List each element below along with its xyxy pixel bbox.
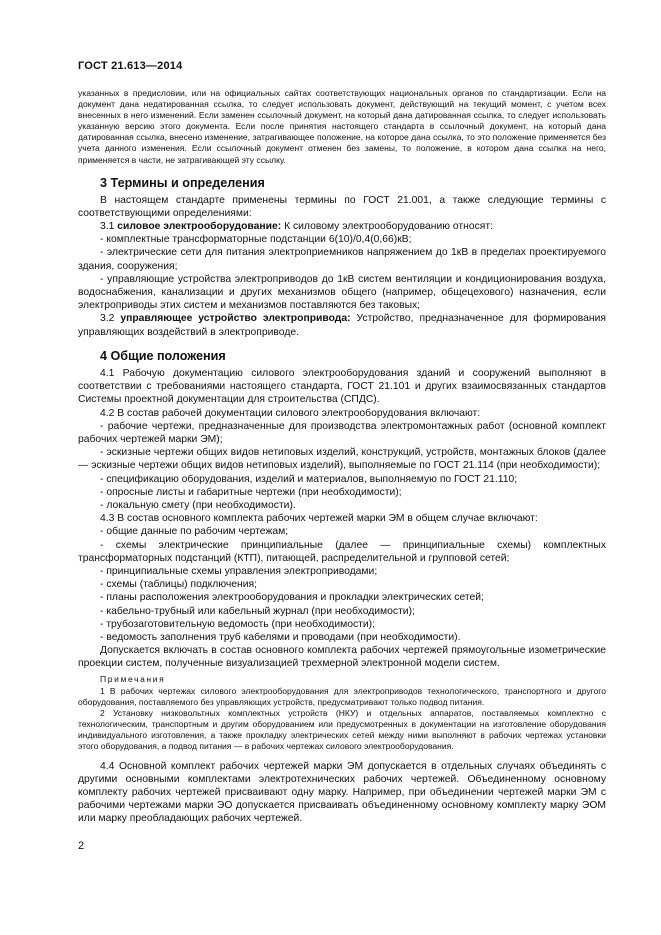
term-3-2-number: 3.2 — [100, 313, 115, 325]
paragraph-4-4: 4.4 Основной комплект рабочих чертежей марки ЭМ допускается в отдельных случаях объединять с другими основными комплектами электротехнических рабочих чертежей. Объединенному основному комплекту рабочих чертежей присваивают одну марку. Например, при объединении чертежей марки ЭМ с рабочими чертежами марки ЭО допускается присваивать объединенному основному комплекту марку ЭОМ или марку преобладающих рабочих чертежей. — [78, 760, 606, 825]
list-item: - управляющие устройства электроприводов до 1кВ систем вентиляции и кондиционирования воздуха, водоснабжения, канализации и других механизмов общего (например, общецехового) назначения, если электроприводы этих систем и механизмов поставляются без таковых; — [78, 273, 606, 312]
list-item: - ведомость заполнения труб кабелями и проводами (при необходимости). — [100, 631, 461, 643]
list-item: - схемы (таблицы) подключения; — [100, 579, 257, 591]
term-3-2 — [78, 312, 606, 338]
section-4-title: 4 Общие положения — [100, 348, 226, 363]
term-3-1-number: 3.1 — [100, 221, 115, 233]
document-header: ГОСТ 21.613—2014 — [78, 60, 183, 72]
term-3-2-definition: Устройство, предназначенное для формирования управляющих воздействий в электроприводе. — [78, 313, 607, 338]
list-item: - планы расположения электрооборудования и прокладки электрических сетей; — [100, 592, 484, 604]
paragraph-4-3: 4.3 В состав основного комплекта рабочих чертежей марки ЭМ в общем случае включают: — [100, 513, 538, 525]
paragraph-4-3-allowance: Допускается включать в состав основного комплекта рабочих чертежей прямоугольные изометрические проекции систем, полученные визуализацией трехмерной электронной модели систем. — [78, 645, 606, 670]
list-item: - кабельно-трубный или кабельный журнал (при необходимости); — [100, 605, 415, 617]
page-content — [78, 88, 606, 826]
list-item: - общие данные по рабочим чертежам; — [100, 526, 289, 538]
page-number: 2 — [78, 840, 85, 852]
list-item: - спецификацию оборудования, изделий и материалов, выполняемую по ГОСТ 21.110; — [100, 473, 518, 485]
list-item: - эскизные чертежи общих видов нетиповых изделий, конструкций, устройств, монтажных блоков (далее — эскизные чертежи общих видов нетиповых изделий), выполняемые по ГОСТ 21.114 (при необходимости); — [78, 447, 606, 472]
term-3-1-definition: К силовому электрооборудованию относят: — [284, 221, 493, 233]
notes-title: Примечания — [100, 673, 166, 684]
note-1: 1 В рабочих чертежах силового электрооборудования для электроприводов технологического, транспортного и другого оборудования, поставляемого без управляющих устройств, предусматривают только подвод питания. — [78, 685, 606, 708]
list-item: - электрические сети для питания электроприемников напряжением до 1кВ в пределах проектируемого здания, сооружения; — [78, 247, 606, 272]
list-item: - опросные листы и габаритные чертежи (при необходимости); — [100, 486, 402, 498]
term-3-1 — [78, 220, 606, 233]
list-item: - локальную смету (при необходимости). — [100, 499, 296, 511]
list-item: - рабочие чертежи, предназначенные для производства электромонтажных работ (основной комплект рабочих чертежей марки ЭМ); — [78, 420, 606, 445]
list-item: - комплектные трансформаторные подстанции 6(10)/0,4(0,66)кВ; — [100, 234, 412, 246]
section-3-lead: В настоящем стандарте применены термины по ГОСТ 21.001, а также следующие термины с соответствующими определениями: — [78, 194, 606, 219]
intro-paragraph: указанных в предисловии, или на официальных сайтах соответствующих национальных органов по стандартизации. Если на документ дана недатированная ссылка, то следует использовать документ, действующий на текущий момент, с учетом всех внесенных в него изменений. Если заменен ссылочный документ, на который дана датированная ссылка, то следует использовать указанную версию этого документа. Если после принятия настоящего стандарта в ссылочный документ, на который дана датированная ссылка, внесено изменение, затрагивающее положение, на которое дана ссылка, то это положение применяется без учета данного изменения. Если ссылочный документ отменен без замены, то положение, в котором дана ссылка на него, применяется в части, не затрагивающей эту ссылку. — [78, 88, 606, 165]
section-3-title: 3 Термины и определения — [100, 175, 265, 190]
list-item: - трубозаготовительную ведомость (при необходимости); — [100, 618, 375, 630]
spacer — [78, 753, 606, 760]
list-item: - схемы электрические принципиальные (далее — принципиальные схемы) комплектных трансформаторных подстанций (КТП), питающей, распределительной и групповой сетей; — [78, 539, 606, 564]
note-2: 2 Установку низковольтных комплектных устройств (НКУ) и отдельных аппаратов, поставляемых комплектно с технологическим, транспортным и другим оборудованием или предусмотренных в документации на изготовление оборудования индивидуального изготовления, а также прокладку электрических сетей между ними выполняют в рабочих чертежах установки этого оборудования, а подвод питания — в рабочих чертежах силового электрооборудования. — [78, 708, 606, 752]
list-item: - принципиальные схемы управления электроприводами; — [100, 565, 378, 577]
paragraph-4-2: 4.2 В состав рабочей документации силового электрооборудования включают: — [100, 407, 481, 419]
term-3-2-term: управляющее устройство электропривода: — [120, 313, 351, 325]
term-3-1-term: силовое электрооборудование: — [117, 221, 282, 233]
paragraph-4-1: 4.1 Рабочую документацию силового электрооборудования зданий и сооружений выполняют в соответствии с требованиями настоящего стандарта, ГОСТ 21.101 и других взаимосвязанных стандартов Системы проектной документации для строительства (СПДС). — [78, 367, 606, 406]
